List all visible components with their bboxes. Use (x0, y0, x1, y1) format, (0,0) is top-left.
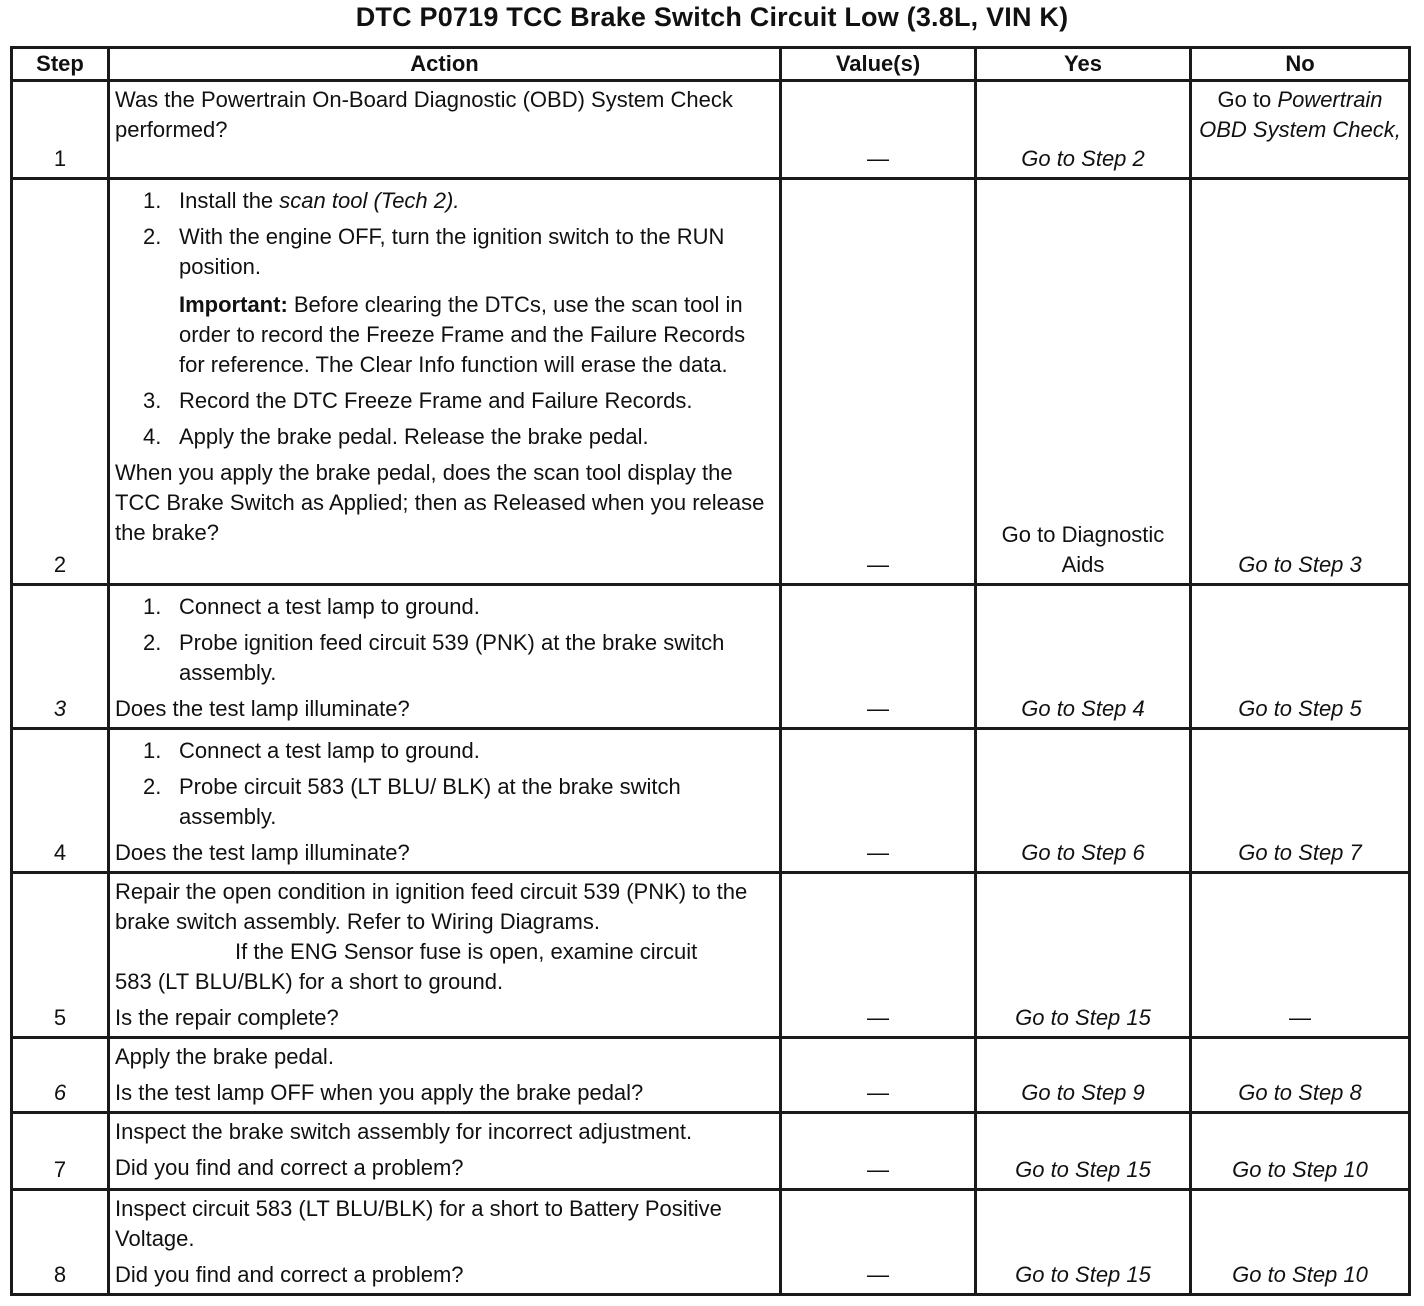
value-cell: — (781, 585, 976, 729)
important-note (115, 290, 774, 380)
value-cell: — (781, 179, 976, 585)
table-row (12, 873, 1410, 1038)
action-question: Was the Powertrain On-Board Diagnostic (OBD) System Check performed? (115, 87, 733, 142)
yes-link[interactable]: Go to Step 2 (976, 81, 1191, 179)
action-question: When you apply the brake pedal, does the scan tool display the TCC Brake Switch as Applied; then as Released when you release the brake? (115, 460, 765, 545)
step-number: 8 (12, 1190, 109, 1295)
value-cell: — (781, 1113, 976, 1190)
yes-link[interactable]: Go to Step 4 (976, 585, 1191, 729)
action-question: Does the test lamp illuminate? (115, 840, 410, 865)
list-number: 2. (143, 224, 162, 249)
action-list (115, 386, 774, 452)
list-number: 3. (143, 388, 162, 413)
action-list (115, 592, 774, 688)
list-item (139, 386, 774, 416)
no-link[interactable]: Go to Step 7 (1191, 729, 1410, 873)
value-cell: — (781, 1190, 976, 1295)
action-text: Inspect circuit 583 (LT BLU/BLK) for a short to Battery Positive Voltage. (115, 1196, 722, 1251)
diagnostic-table (10, 46, 1411, 1296)
step-number: 3 (12, 585, 109, 729)
header-values: Value(s) (781, 48, 976, 81)
action-note-cont: 583 (LT BLU/BLK) for a short to ground. (115, 969, 504, 994)
header-yes: Yes (976, 48, 1191, 81)
action-question: Did you find and correct a problem? (115, 1262, 464, 1287)
no-link[interactable]: Go to Step 3 (1191, 179, 1410, 585)
value-cell: — (781, 729, 976, 873)
action-question: Is the repair complete? (115, 1005, 339, 1030)
step-number: 1 (12, 81, 109, 179)
list-text: Connect a test lamp to ground. (179, 738, 480, 763)
no-cell (1191, 81, 1410, 179)
list-number: 2. (143, 774, 162, 799)
list-item (139, 422, 774, 452)
list-item (139, 186, 774, 216)
list-item (139, 628, 774, 688)
yes-link[interactable]: Go to Diagnostic Aids (976, 179, 1191, 585)
step-number: 7 (12, 1113, 109, 1190)
value-cell: — (781, 81, 976, 179)
important-text: Before clearing the DTCs, use the scan tool in order to record the Freeze Frame and the Failure Records for reference. The Clear Info function will erase the data. (179, 292, 746, 377)
no-link[interactable]: Go to Step 10 (1191, 1113, 1410, 1190)
list-text: With the engine OFF, turn the ignition switch to the RUN position. (179, 224, 725, 279)
action-cell (109, 179, 781, 585)
action-text: Inspect the brake switch assembly for incorrect adjustment. (115, 1119, 693, 1144)
action-text: Apply the brake pedal. (115, 1044, 334, 1069)
action-list (115, 736, 774, 832)
step-number: 5 (12, 873, 109, 1038)
action-cell (109, 1113, 781, 1190)
list-item (139, 772, 774, 832)
list-text: Record the DTC Freeze Frame and Failure Records. (179, 388, 693, 413)
yes-link[interactable]: Go to Step 9 (976, 1038, 1191, 1113)
yes-link[interactable]: Go to Step 15 (976, 873, 1191, 1038)
action-cell (109, 1038, 781, 1113)
table-row (12, 585, 1410, 729)
list-text: Apply the brake pedal. Release the brake pedal. (179, 424, 649, 449)
action-list (115, 186, 774, 282)
list-text: Probe circuit 583 (LT BLU/ BLK) at the brake switch assembly. (179, 774, 681, 829)
list-item (139, 736, 774, 766)
action-cell (109, 1190, 781, 1295)
list-number: 1. (143, 188, 162, 213)
list-text: Install the (179, 188, 280, 213)
step-number: 6 (12, 1038, 109, 1113)
header-action: Action (109, 48, 781, 81)
scan-tool-link[interactable]: scan tool (Tech 2). (279, 188, 460, 213)
no-link[interactable]: Go to Step 5 (1191, 585, 1410, 729)
action-cell (109, 585, 781, 729)
important-label: Important: (179, 292, 288, 317)
action-cell (109, 81, 781, 179)
list-text: Connect a test lamp to ground. (179, 594, 480, 619)
step-number: 2 (12, 179, 109, 585)
action-question: Did you find and correct a problem? (115, 1155, 464, 1180)
no-link[interactable]: Go to Step 8 (1191, 1038, 1410, 1113)
table-row (12, 179, 1410, 585)
value-cell: — (781, 873, 976, 1038)
action-question: Is the test lamp OFF when you apply the brake pedal? (115, 1080, 644, 1105)
table-row (12, 1190, 1410, 1295)
no-prefix: Go to (1217, 87, 1272, 112)
list-number: 4. (143, 424, 162, 449)
no-cell: — (1191, 873, 1410, 1038)
header-row (12, 48, 1410, 81)
table-row (12, 729, 1410, 873)
page-title: DTC P0719 TCC Brake Switch Circuit Low (3.8L, VIN K) (355, 2, 1069, 32)
step-number: 4 (12, 729, 109, 873)
list-item (139, 222, 774, 282)
action-text: Repair the open condition in ignition feed circuit 539 (PNK) to the brake switch assembly. Refer to Wiring Diagrams. (115, 879, 748, 934)
no-link[interactable]: Powertrain OBD System Check, (1199, 87, 1401, 142)
action-note: If the ENG Sensor fuse is open, examine circuit (235, 939, 698, 964)
list-item (139, 592, 774, 622)
action-question: Does the test lamp illuminate? (115, 696, 410, 721)
table-row (12, 1038, 1410, 1113)
table-row (12, 81, 1410, 179)
value-cell: — (781, 1038, 976, 1113)
list-text: Probe ignition feed circuit 539 (PNK) at the brake switch assembly. (179, 630, 725, 685)
no-link[interactable]: Go to Step 10 (1191, 1190, 1410, 1295)
list-number: 1. (143, 738, 162, 763)
yes-link[interactable]: Go to Step 15 (976, 1190, 1191, 1295)
action-cell (109, 729, 781, 873)
yes-link[interactable]: Go to Step 6 (976, 729, 1191, 873)
header-step: Step (12, 48, 109, 81)
list-number: 2. (143, 630, 162, 655)
action-cell (109, 873, 781, 1038)
list-number: 1. (143, 594, 162, 619)
yes-link[interactable]: Go to Step 15 (976, 1113, 1191, 1190)
header-no: No (1191, 48, 1410, 81)
table-row (12, 1113, 1410, 1190)
